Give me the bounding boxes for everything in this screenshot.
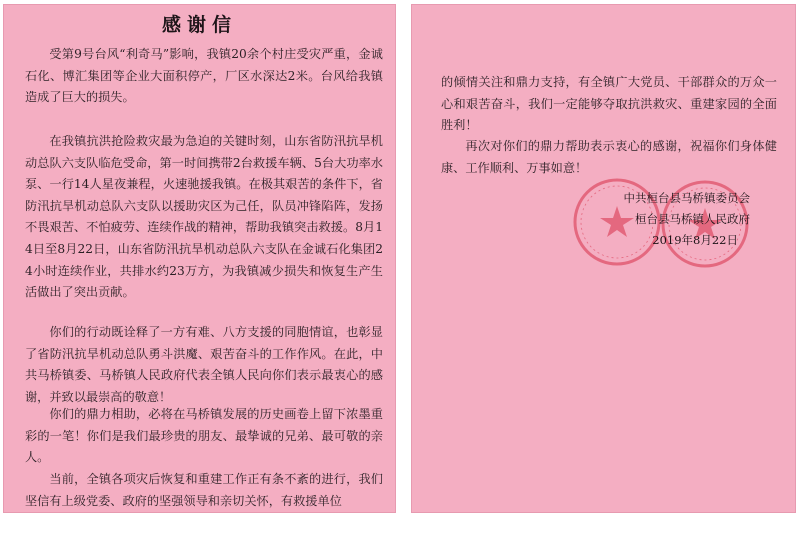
paragraph: 你们的行动既诠释了一方有难、八方支援的同胞情谊，也彰显了省防汛抗旱机动总队勇斗洪魔、艰苦奋斗的工作作风。在此，中共马桥镇委、马桥镇人民政府代表全镇人民向你们表示最衷心的感谢，并致以最崇高的敬意！: [25, 325, 383, 404]
paragraph: 再次对你们的鼎力帮助表示衷心的感谢，祝福你们身体健康、工作顺利、万事如意！: [441, 139, 777, 175]
letter-page-right: [411, 4, 796, 513]
paragraph: 在我镇抗洪抢险救灾最为急迫的关键时刻，山东省防汛抗旱机动总队六支队临危受命，第一时间携带2台救援车辆、5台大功率水泵、一行14人星夜兼程，火速驰援我镇。在极其艰苦的条件下，省防汛抗旱机动总队六支队以援助灾区为己任，队员冲锋陷阵，发扬不畏艰苦、不怕疲劳、连续作战的精神，帮助我镇突击救援。8月14日至8月22日，山东省防汛抗旱机动总队六支队在金诚石化集团24小时连续作业，共排水约23万方，为我镇减少损失和恢复生产生活做出了突出贡献。: [25, 134, 383, 300]
paragraph: 受第9号台风“利奇马”影响，我镇20余个村庄受灾严重，金诚石化、博汇集团等企业大面积停产，厂区水深达2米。台风给我镇造成了巨大的损失。: [25, 47, 383, 105]
letter-date: 2019年8月22日: [652, 233, 738, 247]
signature-party-committee: 中共桓台县马桥镇委员会: [623, 191, 750, 205]
letter-page-left: [3, 4, 396, 513]
letter-title: 感谢信: [161, 14, 237, 36]
paragraph: 的倾情关注和鼎力支持，有全镇广大党员、干部群众的万众一心和艰苦奋斗，我们一定能够夺取抗洪救灾、重建家园的全面胜利！: [441, 75, 777, 133]
signature-government: 桓台县马桥镇人民政府: [635, 212, 750, 226]
paragraph: 你们的鼎力相助，必将在马桥镇发展的历史画卷上留下浓墨重彩的一笔！你们是我们最珍贵的朋友、最挚诚的兄弟、最可敬的亲人。: [25, 407, 383, 465]
paragraph: 当前，全镇各项灾后恢复和重建工作正有条不紊的进行，我们坚信有上级党委、政府的坚强领导和亲切关怀，有救援单位: [25, 472, 383, 508]
